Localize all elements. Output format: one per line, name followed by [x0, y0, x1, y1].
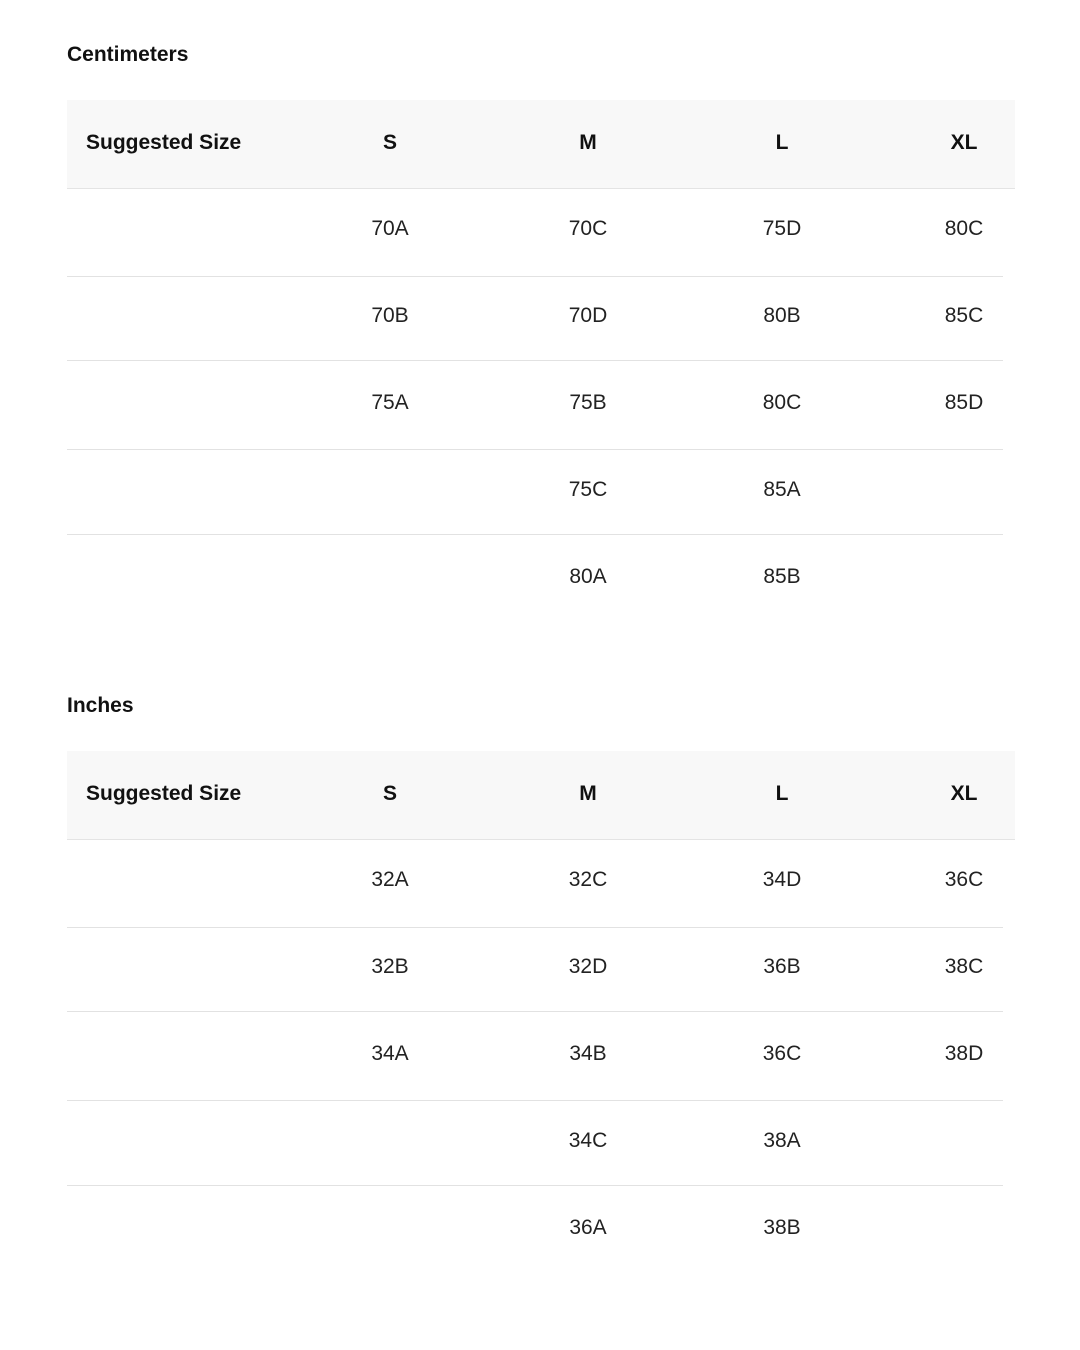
table-cell: 80C	[762, 391, 802, 414]
row-divider	[67, 360, 1003, 361]
size-table	[67, 751, 1015, 1271]
table-header-row	[67, 100, 1015, 189]
row-divider	[67, 927, 1003, 928]
table-cell: 34A	[371, 1042, 409, 1065]
table-cell: 85C	[944, 304, 984, 327]
table-cell: 85A	[763, 478, 801, 501]
row-divider	[67, 534, 1003, 535]
table-cell: 70C	[568, 217, 608, 240]
table-cell: 75C	[568, 478, 608, 501]
table-cell: 80C	[944, 217, 984, 240]
header-cell-m: M	[579, 782, 597, 805]
table-cell: 38B	[763, 1216, 801, 1239]
table-cell: 75B	[569, 391, 607, 414]
table-cell: 80A	[569, 565, 607, 588]
table-cell: 85B	[763, 565, 801, 588]
table-cell: 70A	[371, 217, 409, 240]
table-cell: 70B	[371, 304, 409, 327]
table-cell: 32D	[568, 955, 608, 978]
size-table	[67, 100, 1015, 620]
table-cell: 75D	[762, 217, 802, 240]
header-cell-s: S	[382, 131, 398, 154]
row-divider	[67, 449, 1003, 450]
row-divider	[67, 1100, 1003, 1101]
row-divider	[67, 1011, 1003, 1012]
table-cell: 36C	[944, 868, 984, 891]
table-header-row	[67, 751, 1015, 840]
table-cell: 75A	[371, 391, 409, 414]
table-cell: 80B	[763, 304, 801, 327]
header-cell-l: L	[775, 131, 789, 154]
row-divider	[67, 1185, 1003, 1186]
section-title: Centimeters	[67, 43, 189, 66]
row-divider	[67, 276, 1003, 277]
table-cell: 38C	[944, 955, 984, 978]
table-cell: 32A	[371, 868, 409, 891]
table-cell: 32B	[371, 955, 409, 978]
header-cell-m: M	[579, 131, 597, 154]
table-cell: 70D	[568, 304, 608, 327]
header-cell-s: S	[382, 782, 398, 805]
size-section-inches	[67, 695, 1015, 1295]
table-cell: 32C	[568, 868, 608, 891]
section-title: Inches	[67, 694, 134, 717]
header-cell-suggested-size: Suggested Size	[86, 782, 242, 805]
table-cell: 34C	[568, 1129, 608, 1152]
table-cell: 36A	[569, 1216, 607, 1239]
table-cell: 85D	[944, 391, 984, 414]
header-cell-l: L	[775, 782, 789, 805]
table-cell: 38D	[944, 1042, 984, 1065]
table-cell: 36B	[763, 955, 801, 978]
table-cell: 36C	[762, 1042, 802, 1065]
table-cell: 38A	[763, 1129, 801, 1152]
header-cell-suggested-size: Suggested Size	[86, 131, 242, 154]
table-cell: 34B	[569, 1042, 607, 1065]
header-cell-xl: XL	[950, 131, 978, 154]
table-cell: 34D	[762, 868, 802, 891]
header-cell-xl: XL	[950, 782, 978, 805]
size-section-centimeters	[67, 44, 1015, 644]
